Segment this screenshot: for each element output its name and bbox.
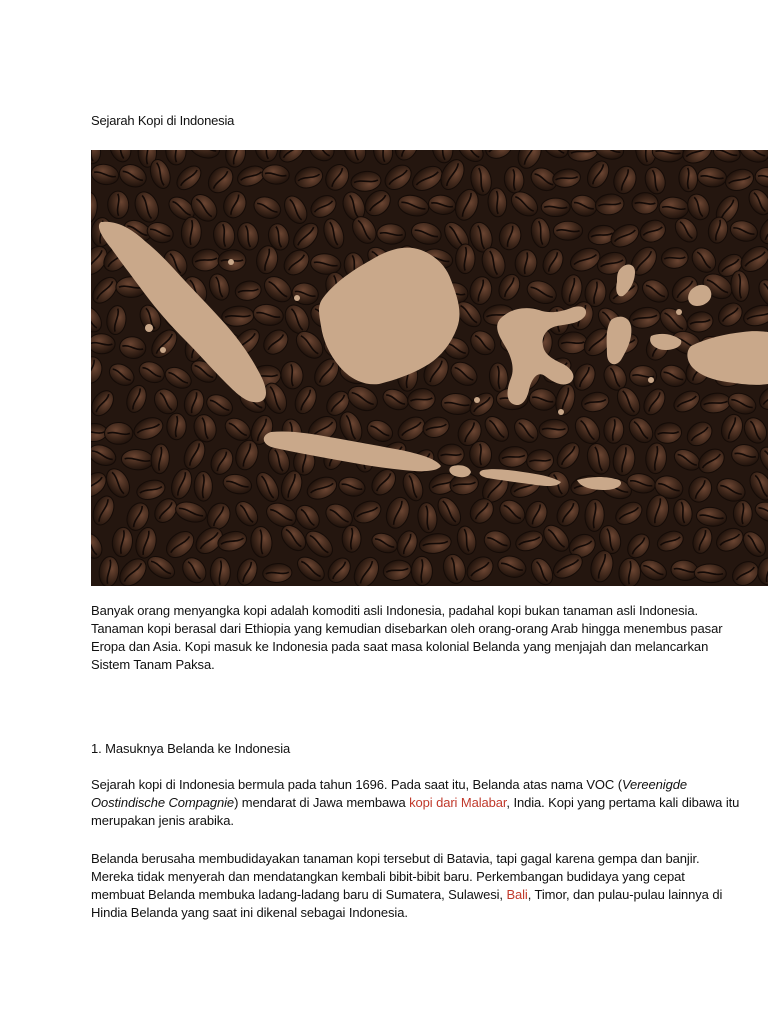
coffee-bean bbox=[455, 244, 475, 274]
text-segment: Belanda berusaha membudidayakan tanaman kopi tersebut di Batavia, tapi gagal karena gempa dan banjir. Mereka tidak menyerah dan mendatangkan kembali bibit-bibit baru. Perkembangan budidaya yang cepat membuat Belanda membuka ladang-ladang baru di Sumatera, Sulawesi, bbox=[91, 851, 700, 902]
text-segment: , India. Kopi yang pertama kali dibawa itu merupakan jenis arabika. bbox=[91, 795, 740, 828]
coffee-bean bbox=[541, 198, 570, 216]
text-segment: ) mendarat di Jawa membawa bbox=[234, 795, 410, 810]
intro-paragraph: Banyak orang menyangka kopi adalah komoditi asli Indonesia, padahal kopi bukan tanaman asli Indonesia. Tanaman kopi berasal dari Ethiopia yang kemudian disebarkan oleh orang-orang Arab hingga menembus pasar Eropa dan Asia. Kopi masuk ke Indonesia pada saat masa kolonial Belanda yang menjajah dan melancarkan Sistem Tanam Paksa. bbox=[91, 603, 723, 672]
coffee-bean bbox=[342, 525, 361, 552]
text-segment: Sejarah kopi di Indonesia bermula pada tahun 1696. Pada saat itu, Belanda atas nama VOC ( bbox=[91, 777, 622, 792]
coffee-bean bbox=[411, 556, 433, 586]
coffee-bean bbox=[632, 192, 658, 214]
coffee-bean bbox=[105, 423, 133, 445]
coffee-bean bbox=[553, 221, 582, 240]
link-kopi-dari-malabar[interactable]: kopi dari Malabar bbox=[409, 795, 507, 810]
coffee-bean bbox=[167, 413, 187, 440]
coffee-beans-indonesia-map-image bbox=[91, 150, 768, 586]
coffee-bean bbox=[194, 471, 213, 501]
coffee-bean bbox=[733, 500, 752, 527]
page-title: Sejarah Kopi di Indonesia bbox=[91, 113, 235, 128]
coffee-bean bbox=[107, 191, 129, 219]
section-heading-1: 1. Masuknya Belanda ke Indonesia bbox=[91, 741, 291, 756]
paragraph-budidaya bbox=[91, 850, 741, 922]
voc-full-name: Vereenigde Oostindische Compagnie bbox=[91, 777, 687, 810]
coffee-bean bbox=[539, 419, 569, 439]
hero-illustration bbox=[91, 150, 768, 586]
coffee-bean bbox=[210, 557, 231, 586]
coffee-bean bbox=[629, 365, 657, 387]
link-bali[interactable]: Bali bbox=[506, 887, 528, 902]
text-segment: , Timor, dan pulau-pulau lainnya di Hindia Belanda yang saat ini dikenal sebagai Indonesia. bbox=[91, 887, 723, 920]
paragraph-voc bbox=[91, 776, 741, 830]
